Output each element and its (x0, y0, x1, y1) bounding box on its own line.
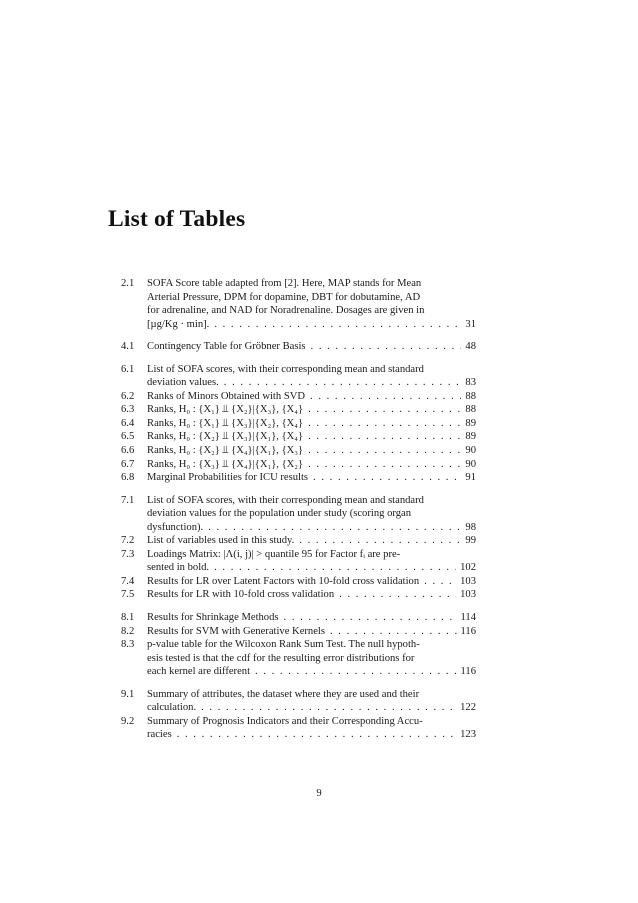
caption-line: for adrenaline, and NAD for Noradrenaline. Dosages are given in (147, 305, 425, 317)
toc-entry[interactable] (121, 611, 476, 625)
caption-last-line (147, 611, 476, 625)
table-caption (147, 403, 476, 417)
table-number: 2.1 (121, 278, 135, 289)
dot-leader (311, 340, 462, 354)
page-ref: 102 (460, 562, 476, 574)
table-caption (147, 534, 476, 548)
table-number: 8.1 (121, 612, 135, 624)
table-caption (147, 548, 476, 575)
dot-leader (308, 444, 461, 458)
toc-entry[interactable] (121, 494, 476, 535)
table-caption (147, 417, 476, 431)
caption-text: racies (147, 729, 172, 741)
toc-entry[interactable] (121, 625, 476, 639)
table-number: 6.5 (121, 431, 135, 443)
caption-text: Ranks, H₀ : {X₂} ⫫ {X₃}|{X₁}, {X₄} (147, 431, 304, 443)
toc-entry[interactable] (121, 715, 476, 742)
caption-last-line (147, 430, 476, 444)
table-caption (147, 688, 476, 715)
page-ref: 48 (465, 341, 476, 353)
caption-text: Ranks, H₀ : {X₁} ⫫ {X₂}|{X₃}, {X₄} (147, 404, 304, 416)
caption-last-line (147, 376, 476, 390)
dot-leader (214, 318, 461, 332)
toc-group (121, 688, 476, 742)
page-ref: 116 (460, 625, 476, 637)
dot-leader (308, 403, 461, 417)
table-number: 9.2 (121, 715, 135, 727)
page-ref: 31 (465, 318, 476, 330)
caption-last-line (147, 318, 476, 332)
table-caption (147, 715, 476, 742)
caption-last-line (147, 575, 476, 589)
page-ref: 98 (465, 521, 476, 533)
dot-leader (330, 625, 457, 639)
dot-leader (424, 575, 456, 589)
table-number: 6.3 (121, 404, 135, 416)
page-title: List of Tables (108, 206, 246, 232)
table-caption (147, 444, 476, 458)
toc-entry[interactable] (121, 638, 476, 679)
toc-entry[interactable] (121, 403, 476, 417)
table-caption (147, 390, 476, 404)
dot-leader (308, 430, 461, 444)
caption-last-line (147, 521, 476, 535)
toc-entry[interactable] (121, 458, 476, 472)
table-number: 7.1 (121, 494, 135, 506)
table-number: 8.2 (121, 625, 135, 637)
caption-text: Ranks of Minors Obtained with SVD (147, 390, 306, 402)
table-number: 7.5 (121, 589, 135, 601)
dot-leader (339, 588, 456, 602)
toc-entry[interactable] (121, 390, 476, 404)
caption-text: [µg/Kg · min]. (147, 318, 210, 330)
dot-leader (308, 458, 461, 472)
toc-group (121, 363, 476, 485)
caption-line: esis tested is that the cdf for the resulting error distributions for (147, 652, 415, 664)
caption-last-line (147, 471, 476, 485)
table-number: 6.6 (121, 445, 135, 457)
caption-last-line (147, 701, 476, 715)
toc-entry[interactable] (121, 340, 476, 354)
caption-line: deviation values for the population under study (scoring organ (147, 508, 412, 520)
toc-entry[interactable] (121, 588, 476, 602)
table-number: 6.4 (121, 417, 135, 429)
table-number: 9.1 (121, 688, 135, 700)
caption-text: Ranks, H₀ : {X₁} ⫫ {X₃}|{X₂}, {X₄} (147, 417, 304, 429)
table-caption (147, 458, 476, 472)
caption-text: Contingency Table for Gröbner Basis (147, 341, 306, 353)
caption-text: each kernel are different (147, 666, 251, 678)
caption-text: sented in bold. (147, 562, 210, 574)
dot-leader (201, 701, 456, 715)
caption-last-line (147, 728, 476, 742)
caption-text: Marginal Probabilities for ICU results (147, 472, 309, 484)
page-ref: 88 (465, 390, 476, 402)
dot-leader (284, 611, 457, 625)
page-ref: 91 (465, 472, 476, 484)
table-caption (147, 430, 476, 444)
dot-leader (310, 390, 461, 404)
caption-last-line (147, 665, 476, 679)
page-ref: 83 (465, 377, 476, 389)
toc-entry[interactable] (121, 575, 476, 589)
caption-last-line (147, 534, 476, 548)
page-ref: 123 (460, 729, 476, 741)
table-caption (147, 638, 476, 679)
table-caption (147, 471, 476, 485)
caption-last-line (147, 561, 476, 575)
caption-text: Results for LR over Latent Factors with 10-fold cross validation (147, 575, 420, 587)
caption-line: SOFA Score table adapted from [2]. Here, MAP stands for Mean (147, 278, 422, 289)
toc-entry[interactable] (121, 471, 476, 485)
dot-leader (224, 376, 462, 390)
table-number: 6.2 (121, 390, 135, 402)
caption-line: List of SOFA scores, with their corresponding mean and standard (147, 494, 424, 506)
dot-leader (214, 561, 456, 575)
toc-entry[interactable] (121, 430, 476, 444)
caption-text: dysfunction). (147, 521, 204, 533)
caption-last-line (147, 625, 476, 639)
caption-text: Results for SVM with Generative Kernels (147, 625, 325, 637)
table-number: 4.1 (121, 341, 135, 353)
table-number: 8.3 (121, 639, 135, 651)
toc-group (121, 611, 476, 679)
caption-last-line (147, 458, 476, 472)
table-caption (147, 277, 476, 331)
page-number: 9 (316, 788, 322, 799)
caption-text: deviation values. (147, 377, 219, 389)
page-ref: 99 (465, 535, 476, 547)
page-ref: 116 (460, 666, 476, 678)
page-ref: 89 (465, 417, 476, 429)
table-number: 6.1 (121, 363, 135, 375)
caption-text: Results for LR with 10-fold cross validation (147, 589, 335, 601)
dot-leader (308, 417, 461, 431)
caption-line: p-value table for the Wilcoxon Rank Sum Test. The null hypoth- (147, 639, 420, 651)
table-number: 6.7 (121, 458, 135, 470)
caption-line: Summary of Prognosis Indicators and their Corresponding Accu- (147, 715, 423, 727)
dot-leader (313, 471, 461, 485)
caption-text: calculation. (147, 702, 197, 714)
page-ref: 90 (465, 458, 476, 470)
caption-last-line (147, 340, 476, 354)
caption-text: Ranks, H₀ : {X₂} ⫫ {X₄}|{X₁}, {X₃} (147, 445, 304, 457)
toc-entry[interactable] (121, 277, 476, 331)
caption-last-line (147, 588, 476, 602)
table-caption (147, 363, 476, 390)
table-caption (147, 588, 476, 602)
table-caption (147, 611, 476, 625)
caption-text: Ranks, H₀ : {X₃} ⫫ {X₄}|{X₁}, {X₂} (147, 458, 304, 470)
page-ref: 103 (460, 589, 476, 601)
table-caption (147, 575, 476, 589)
page-ref: 122 (460, 702, 476, 714)
caption-last-line (147, 417, 476, 431)
toc-entry[interactable] (121, 534, 476, 548)
table-caption (147, 340, 476, 354)
caption-text: Results for Shrinkage Methods (147, 612, 279, 624)
table-number: 6.8 (121, 472, 135, 484)
table-number: 7.4 (121, 575, 135, 587)
toc-entry[interactable] (121, 417, 476, 431)
page-ref: 90 (465, 445, 476, 457)
table-number: 7.2 (121, 535, 135, 547)
table-number: 7.3 (121, 548, 135, 560)
toc-entry[interactable] (121, 548, 476, 575)
toc-group (121, 277, 476, 331)
toc-group (121, 340, 476, 354)
page-ref: 103 (460, 575, 476, 587)
list-of-tables (121, 277, 476, 751)
caption-line: Loadings Matrix: |Λ(i, j)| > quantile 95 for Factor fᵢ are pre- (147, 548, 401, 560)
toc-entry[interactable] (121, 363, 476, 390)
dot-leader (208, 521, 461, 535)
caption-last-line (147, 444, 476, 458)
dot-leader (177, 728, 456, 742)
toc-entry[interactable] (121, 444, 476, 458)
toc-entry[interactable] (121, 688, 476, 715)
toc-group (121, 494, 476, 602)
caption-line: List of SOFA scores, with their corresponding mean and standard (147, 363, 424, 375)
page-ref: 89 (465, 431, 476, 443)
caption-last-line (147, 390, 476, 404)
page-ref: 88 (465, 404, 476, 416)
caption-line: Arterial Pressure, DPM for dopamine, DBT for dobutamine, AD (147, 291, 421, 303)
dot-leader (255, 665, 456, 679)
caption-last-line (147, 403, 476, 417)
table-caption (147, 625, 476, 639)
caption-text: List of variables used in this study. (147, 535, 295, 547)
page-ref: 114 (460, 612, 476, 624)
dot-leader (299, 534, 461, 548)
caption-line: Summary of attributes, the dataset where they are used and their (147, 688, 420, 700)
table-caption (147, 494, 476, 535)
